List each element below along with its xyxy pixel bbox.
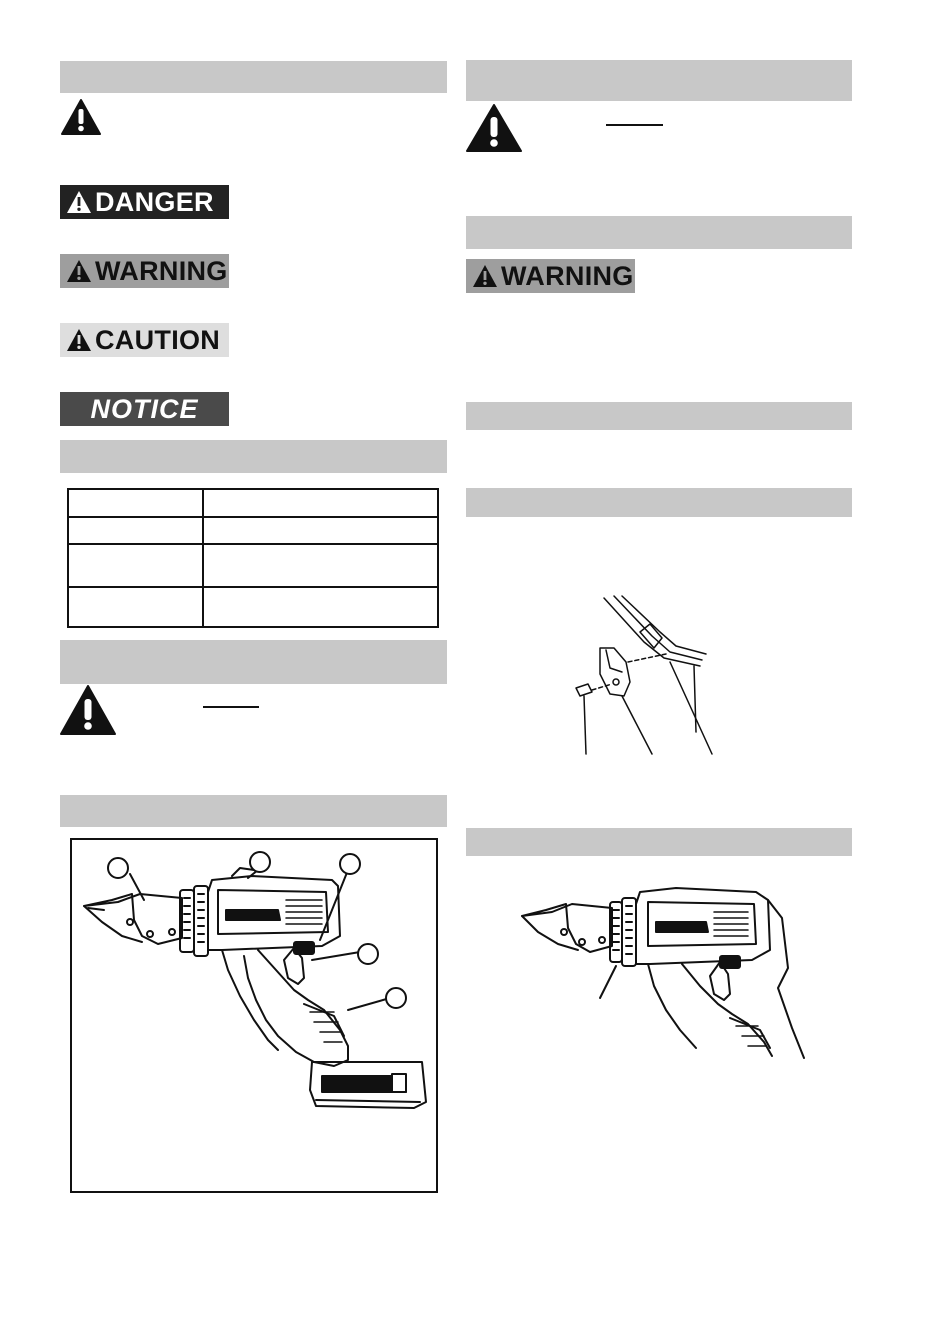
underline-mark [606, 124, 663, 126]
section-bar-right-2 [466, 216, 852, 249]
section-bar-right-3 [466, 402, 852, 430]
shear-product-illustration [72, 840, 436, 1191]
warning-triangle-icon [60, 98, 102, 141]
section-bar-right-1 [466, 60, 852, 101]
table-row-divider [69, 586, 437, 588]
danger-badge [60, 185, 229, 219]
caution-label: CAUTION [95, 324, 221, 355]
underline-mark [203, 706, 259, 708]
notice-badge [60, 392, 229, 426]
warning-triangle-icon [66, 190, 92, 214]
shear-collar-illustration [516, 878, 810, 1064]
warning-triangle-icon [59, 684, 117, 741]
warning-triangle-icon [66, 328, 92, 352]
blade-assembly-diagram [570, 592, 720, 760]
table-row-divider [69, 516, 437, 518]
notice-label: NOTICE [90, 393, 199, 424]
section-bar-specifications [60, 440, 447, 473]
section-bar-safety-symbols [60, 61, 447, 93]
warning-triangle-icon [472, 264, 498, 288]
warning-triangle-icon [66, 259, 92, 283]
warning-triangle-icon [465, 103, 523, 158]
caution-badge [60, 323, 229, 357]
warning-badge [60, 254, 229, 288]
warning-label-right: WARNING [501, 260, 634, 291]
section-bar-right-4 [466, 488, 852, 517]
table-row-divider [69, 543, 437, 545]
warning-label: WARNING [95, 255, 228, 286]
section-bar-right-5 [466, 828, 852, 856]
danger-label: DANGER [95, 186, 214, 217]
specifications-table [67, 488, 439, 628]
section-bar-safety-note [60, 640, 447, 684]
table-column-divider [202, 490, 204, 626]
section-bar-product-overview [60, 795, 447, 827]
warning-badge-right [466, 259, 635, 293]
